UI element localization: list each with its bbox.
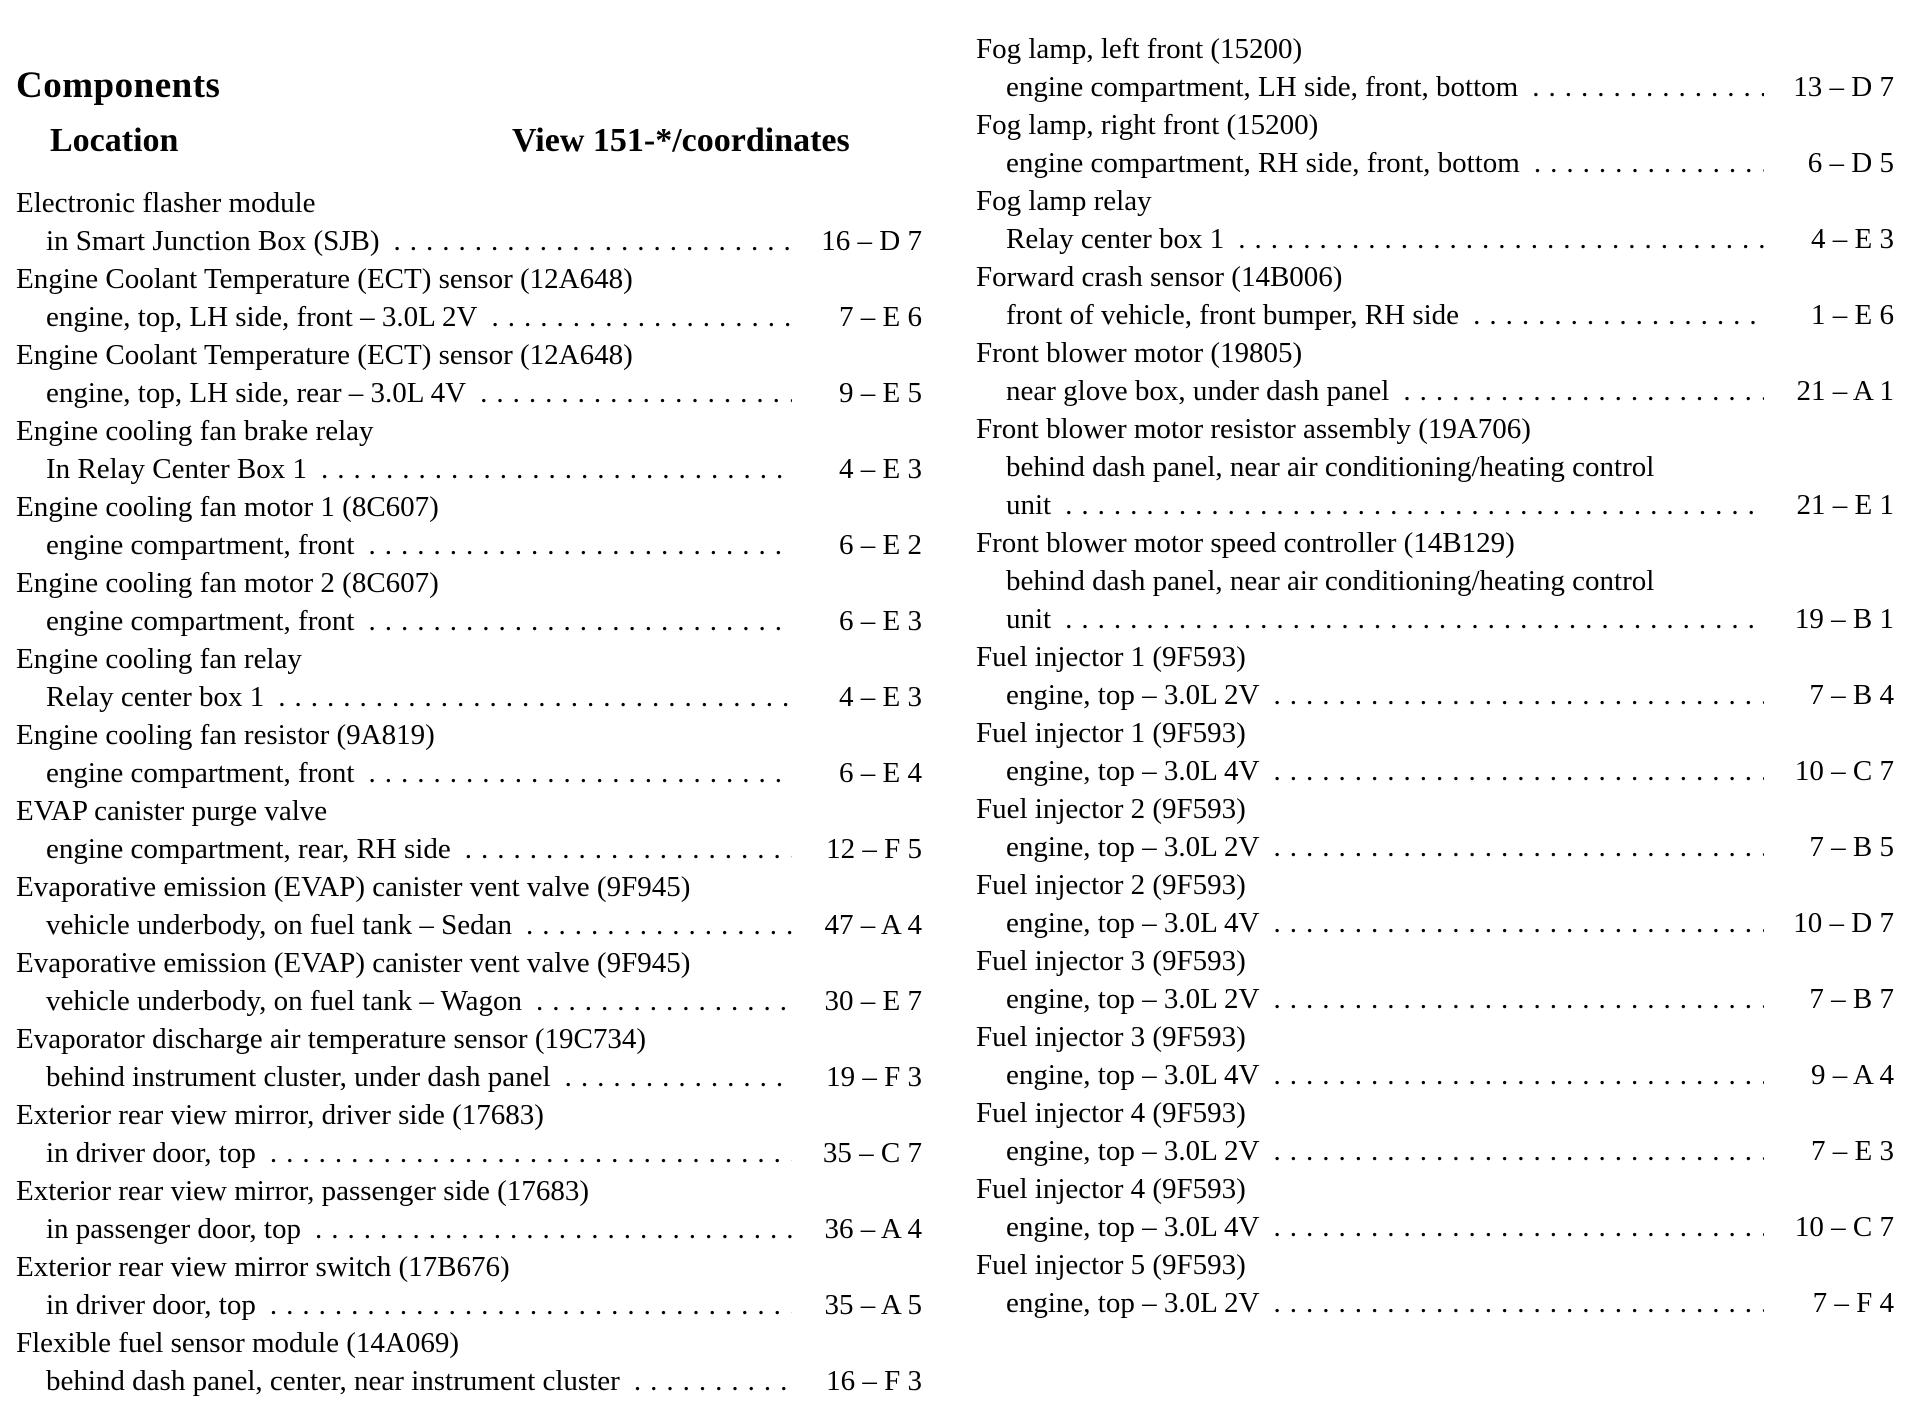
component-name: Engine cooling fan brake relay bbox=[16, 415, 374, 447]
dot-leader bbox=[1065, 600, 1764, 638]
component-name: EVAP canister purge valve bbox=[16, 795, 328, 827]
component-name: Front blower motor (19805) bbox=[976, 337, 1303, 369]
dot-leader bbox=[1238, 220, 1764, 258]
coordinate-value: 30 – E 7 bbox=[824, 985, 922, 1017]
component-entry bbox=[16, 1020, 922, 1096]
component-entry bbox=[16, 792, 922, 868]
component-name: Fuel injector 4 (9F593) bbox=[976, 1173, 1246, 1205]
location-row bbox=[976, 828, 1894, 866]
coordinate-value: 6 – D 5 bbox=[1807, 147, 1894, 179]
coordinate-value: 7 – E 6 bbox=[839, 301, 922, 333]
location-text: engine compartment, rear, RH side bbox=[46, 833, 451, 865]
component-name: Evaporative emission (EVAP) canister vent valve (9F945) bbox=[16, 947, 691, 979]
component-entry bbox=[16, 488, 922, 564]
location-row bbox=[16, 982, 922, 1020]
component-entry bbox=[16, 868, 922, 944]
location-row bbox=[976, 600, 1894, 638]
component-name: Engine Coolant Temperature (ECT) sensor (12A648) bbox=[16, 263, 633, 295]
dot-leader bbox=[321, 450, 792, 488]
component-name: Front blower motor resistor assembly (19A706) bbox=[976, 413, 1531, 445]
view-coordinates-column-header: View 151-*/coordinates bbox=[512, 122, 850, 159]
location-text: engine, top – 3.0L 4V bbox=[1006, 907, 1260, 939]
location-text: vehicle underbody, on fuel tank – Wagon bbox=[46, 985, 523, 1017]
component-name: Forward crash sensor (14B006) bbox=[976, 261, 1343, 293]
dot-leader bbox=[1273, 1056, 1764, 1094]
coordinate-value: 35 – C 7 bbox=[822, 1137, 922, 1169]
location-row bbox=[976, 980, 1894, 1018]
component-name: Fuel injector 1 (9F593) bbox=[976, 717, 1246, 749]
component-entry bbox=[976, 334, 1894, 410]
dot-leader bbox=[465, 830, 792, 868]
component-entry bbox=[976, 1094, 1894, 1170]
location-row bbox=[976, 752, 1894, 790]
location-text: engine, top, LH side, front – 3.0L 2V bbox=[46, 301, 478, 333]
component-entry bbox=[16, 336, 922, 412]
location-text: engine, top – 3.0L 2V bbox=[1006, 1135, 1260, 1167]
coordinate-value: 4 – E 3 bbox=[839, 681, 922, 713]
location-row bbox=[16, 374, 922, 412]
location-row bbox=[16, 830, 922, 868]
dot-leader bbox=[565, 1058, 792, 1096]
dot-leader bbox=[278, 678, 792, 716]
location-row bbox=[16, 1286, 922, 1324]
component-name: Fuel injector 3 (9F593) bbox=[976, 1021, 1246, 1053]
dot-leader bbox=[1273, 752, 1764, 790]
location-row bbox=[16, 450, 922, 488]
component-entry bbox=[976, 410, 1894, 524]
location-text: engine, top – 3.0L 2V bbox=[1006, 1287, 1260, 1319]
location-text: in Smart Junction Box (SJB) bbox=[46, 225, 380, 257]
coordinate-value: 9 – A 4 bbox=[1811, 1059, 1894, 1091]
coordinate-value: 4 – E 3 bbox=[839, 453, 922, 485]
location-row bbox=[976, 144, 1894, 182]
coordinate-value: 21 – E 1 bbox=[1796, 489, 1894, 521]
location-row bbox=[976, 562, 1894, 600]
component-name: Electronic flasher module bbox=[16, 187, 316, 219]
component-entry bbox=[976, 1246, 1894, 1322]
location-text: engine compartment, front bbox=[46, 605, 355, 637]
component-entry bbox=[976, 1018, 1894, 1094]
component-name: Engine cooling fan relay bbox=[16, 643, 302, 675]
component-name: Fuel injector 3 (9F593) bbox=[976, 945, 1246, 977]
component-entry bbox=[16, 1172, 922, 1248]
dot-leader bbox=[1403, 372, 1764, 410]
location-text: engine, top – 3.0L 4V bbox=[1006, 1211, 1260, 1243]
dot-leader bbox=[1273, 980, 1764, 1018]
dot-leader bbox=[1532, 68, 1764, 106]
page-title: Components bbox=[16, 65, 221, 106]
location-text: near glove box, under dash panel bbox=[1006, 375, 1390, 407]
location-text: Relay center box 1 bbox=[46, 681, 265, 713]
dot-leader bbox=[526, 906, 792, 944]
coordinate-value: 7 – B 5 bbox=[1809, 831, 1894, 863]
dot-leader bbox=[1273, 828, 1764, 866]
location-text: in driver door, top bbox=[46, 1289, 256, 1321]
location-text: front of vehicle, front bumper, RH side bbox=[1006, 299, 1460, 331]
component-entry bbox=[976, 714, 1894, 790]
dot-leader bbox=[1273, 904, 1764, 942]
location-row bbox=[976, 1132, 1894, 1170]
location-text: behind dash panel, center, near instrument cluster bbox=[46, 1365, 620, 1397]
location-row bbox=[976, 1056, 1894, 1094]
component-name: Fog lamp, left front (15200) bbox=[976, 33, 1303, 65]
component-entry bbox=[16, 716, 922, 792]
component-name: Engine cooling fan motor 1 (8C607) bbox=[16, 491, 439, 523]
coordinate-value: 7 – E 3 bbox=[1811, 1135, 1894, 1167]
location-row bbox=[976, 296, 1894, 334]
component-name: Flexible fuel sensor module (14A069) bbox=[16, 1327, 459, 1359]
component-name: Fuel injector 2 (9F593) bbox=[976, 793, 1246, 825]
component-name: Fog lamp, right front (15200) bbox=[976, 109, 1319, 141]
component-entry bbox=[976, 30, 1894, 106]
coordinate-value: 7 – F 4 bbox=[1812, 1287, 1894, 1319]
component-entry bbox=[976, 1170, 1894, 1246]
coordinate-value: 19 – F 3 bbox=[826, 1061, 922, 1093]
dot-leader bbox=[536, 982, 792, 1020]
location-text: in passenger door, top bbox=[46, 1213, 301, 1245]
dot-leader bbox=[1534, 144, 1764, 182]
location-row bbox=[976, 904, 1894, 942]
location-column-header: Location bbox=[50, 122, 179, 159]
coordinate-value: 19 – B 1 bbox=[1794, 603, 1894, 635]
coordinate-value: 10 – C 7 bbox=[1794, 755, 1894, 787]
location-text: behind instrument cluster, under dash panel bbox=[46, 1061, 551, 1093]
coordinate-value: 10 – C 7 bbox=[1794, 1211, 1894, 1243]
coordinate-value: 9 – E 5 bbox=[839, 377, 922, 409]
dot-leader bbox=[1273, 1132, 1764, 1170]
location-row bbox=[16, 222, 922, 260]
location-text: unit bbox=[1006, 603, 1052, 635]
dot-leader bbox=[480, 374, 792, 412]
component-entry bbox=[16, 640, 922, 716]
component-entry bbox=[976, 524, 1894, 638]
location-row bbox=[976, 220, 1894, 258]
location-text: engine, top – 3.0L 4V bbox=[1006, 755, 1260, 787]
component-entry bbox=[976, 106, 1894, 182]
coordinate-value: 21 – A 1 bbox=[1796, 375, 1894, 407]
location-text: In Relay Center Box 1 bbox=[46, 453, 307, 485]
component-name: Fuel injector 2 (9F593) bbox=[976, 869, 1246, 901]
coordinate-value: 6 – E 3 bbox=[839, 605, 922, 637]
coordinate-value: 35 – A 5 bbox=[824, 1289, 922, 1321]
location-row bbox=[16, 906, 922, 944]
dot-leader bbox=[634, 1362, 792, 1400]
coordinate-value: 47 – A 4 bbox=[824, 909, 922, 941]
component-name: Exterior rear view mirror, driver side (17683) bbox=[16, 1099, 544, 1131]
location-row bbox=[976, 1208, 1894, 1246]
coordinate-value: 1 – E 6 bbox=[1811, 299, 1894, 331]
location-text: in driver door, top bbox=[46, 1137, 256, 1169]
coordinate-value: 7 – B 4 bbox=[1809, 679, 1894, 711]
component-name: Engine cooling fan motor 2 (8C607) bbox=[16, 567, 439, 599]
location-row bbox=[16, 678, 922, 716]
location-row bbox=[976, 372, 1894, 410]
location-row bbox=[16, 754, 922, 792]
coordinate-value: 36 – A 4 bbox=[824, 1213, 922, 1245]
location-row bbox=[976, 676, 1894, 714]
dot-leader bbox=[1065, 486, 1764, 524]
location-text: engine, top – 3.0L 4V bbox=[1006, 1059, 1260, 1091]
component-entry bbox=[976, 182, 1894, 258]
location-text: engine, top – 3.0L 2V bbox=[1006, 983, 1260, 1015]
location-row bbox=[16, 298, 922, 336]
coordinate-value: 7 – B 7 bbox=[1809, 983, 1894, 1015]
component-name: Front blower motor speed controller (14B129) bbox=[976, 527, 1515, 559]
component-name: Evaporator discharge air temperature sensor (19C734) bbox=[16, 1023, 646, 1055]
location-text: engine, top – 3.0L 2V bbox=[1006, 831, 1260, 863]
component-entry bbox=[16, 564, 922, 640]
dot-leader bbox=[368, 526, 792, 564]
dot-leader bbox=[491, 298, 792, 336]
location-text: engine compartment, front bbox=[46, 757, 355, 789]
dot-leader bbox=[368, 602, 792, 640]
component-entry bbox=[16, 412, 922, 488]
component-entry bbox=[16, 1324, 922, 1400]
component-name: Fog lamp relay bbox=[976, 185, 1152, 217]
component-entry bbox=[16, 1248, 922, 1324]
dot-leader bbox=[1273, 1208, 1764, 1246]
component-name: Fuel injector 5 (9F593) bbox=[976, 1249, 1246, 1281]
component-name: Exterior rear view mirror switch (17B676) bbox=[16, 1251, 510, 1283]
location-text: unit bbox=[1006, 489, 1052, 521]
component-entry bbox=[16, 1096, 922, 1172]
dot-leader bbox=[394, 222, 792, 260]
dot-leader bbox=[368, 754, 792, 792]
location-text: vehicle underbody, on fuel tank – Sedan bbox=[46, 909, 513, 941]
dot-leader bbox=[1273, 1284, 1764, 1322]
component-name: Fuel injector 1 (9F593) bbox=[976, 641, 1246, 673]
location-row bbox=[976, 448, 1894, 486]
location-row bbox=[16, 526, 922, 564]
component-name: Exterior rear view mirror, passenger side (17683) bbox=[16, 1175, 589, 1207]
component-name: Fuel injector 4 (9F593) bbox=[976, 1097, 1246, 1129]
right-column bbox=[976, 30, 1894, 1322]
location-text: engine compartment, LH side, front, bottom bbox=[1006, 71, 1519, 103]
location-text: engine compartment, RH side, front, bottom bbox=[1006, 147, 1520, 179]
coordinate-value: 6 – E 4 bbox=[839, 757, 922, 789]
component-entry bbox=[976, 258, 1894, 334]
component-entry bbox=[16, 184, 922, 260]
component-entry bbox=[16, 944, 922, 1020]
location-text: engine, top – 3.0L 2V bbox=[1006, 679, 1260, 711]
component-entry bbox=[16, 260, 922, 336]
coordinate-value: 16 – F 3 bbox=[826, 1365, 922, 1397]
coordinate-value: 12 – F 5 bbox=[826, 833, 922, 865]
component-entry bbox=[976, 638, 1894, 714]
component-name: Evaporative emission (EVAP) canister vent valve (9F945) bbox=[16, 871, 691, 903]
coordinate-value: 13 – D 7 bbox=[1793, 71, 1894, 103]
dot-leader bbox=[270, 1286, 792, 1324]
component-entry bbox=[976, 942, 1894, 1018]
component-name: Engine Coolant Temperature (ECT) sensor (12A648) bbox=[16, 339, 633, 371]
location-row bbox=[976, 68, 1894, 106]
location-text: engine compartment, front bbox=[46, 529, 355, 561]
coordinate-value: 10 – D 7 bbox=[1793, 907, 1894, 939]
location-row bbox=[976, 1284, 1894, 1322]
coordinate-value: 16 – D 7 bbox=[821, 225, 922, 257]
coordinate-value: 4 – E 3 bbox=[1811, 223, 1894, 255]
location-row bbox=[16, 1210, 922, 1248]
dot-leader bbox=[1273, 676, 1764, 714]
component-entry bbox=[976, 866, 1894, 942]
location-row bbox=[976, 486, 1894, 524]
dot-leader bbox=[1473, 296, 1764, 334]
dot-leader bbox=[270, 1134, 792, 1172]
location-row bbox=[16, 1362, 922, 1400]
component-name: Engine cooling fan resistor (9A819) bbox=[16, 719, 435, 751]
location-row bbox=[16, 1134, 922, 1172]
dot-leader bbox=[315, 1210, 792, 1248]
left-column bbox=[16, 184, 922, 1400]
location-text: behind dash panel, near air conditioning/heating control bbox=[1006, 565, 1655, 597]
coordinate-value: 6 – E 2 bbox=[839, 529, 922, 561]
location-text: Relay center box 1 bbox=[1006, 223, 1225, 255]
location-row bbox=[16, 602, 922, 640]
component-entry bbox=[976, 790, 1894, 866]
location-text: engine, top, LH side, rear – 3.0L 4V bbox=[46, 377, 467, 409]
location-text: behind dash panel, near air conditioning/heating control bbox=[1006, 451, 1655, 483]
location-row bbox=[16, 1058, 922, 1096]
